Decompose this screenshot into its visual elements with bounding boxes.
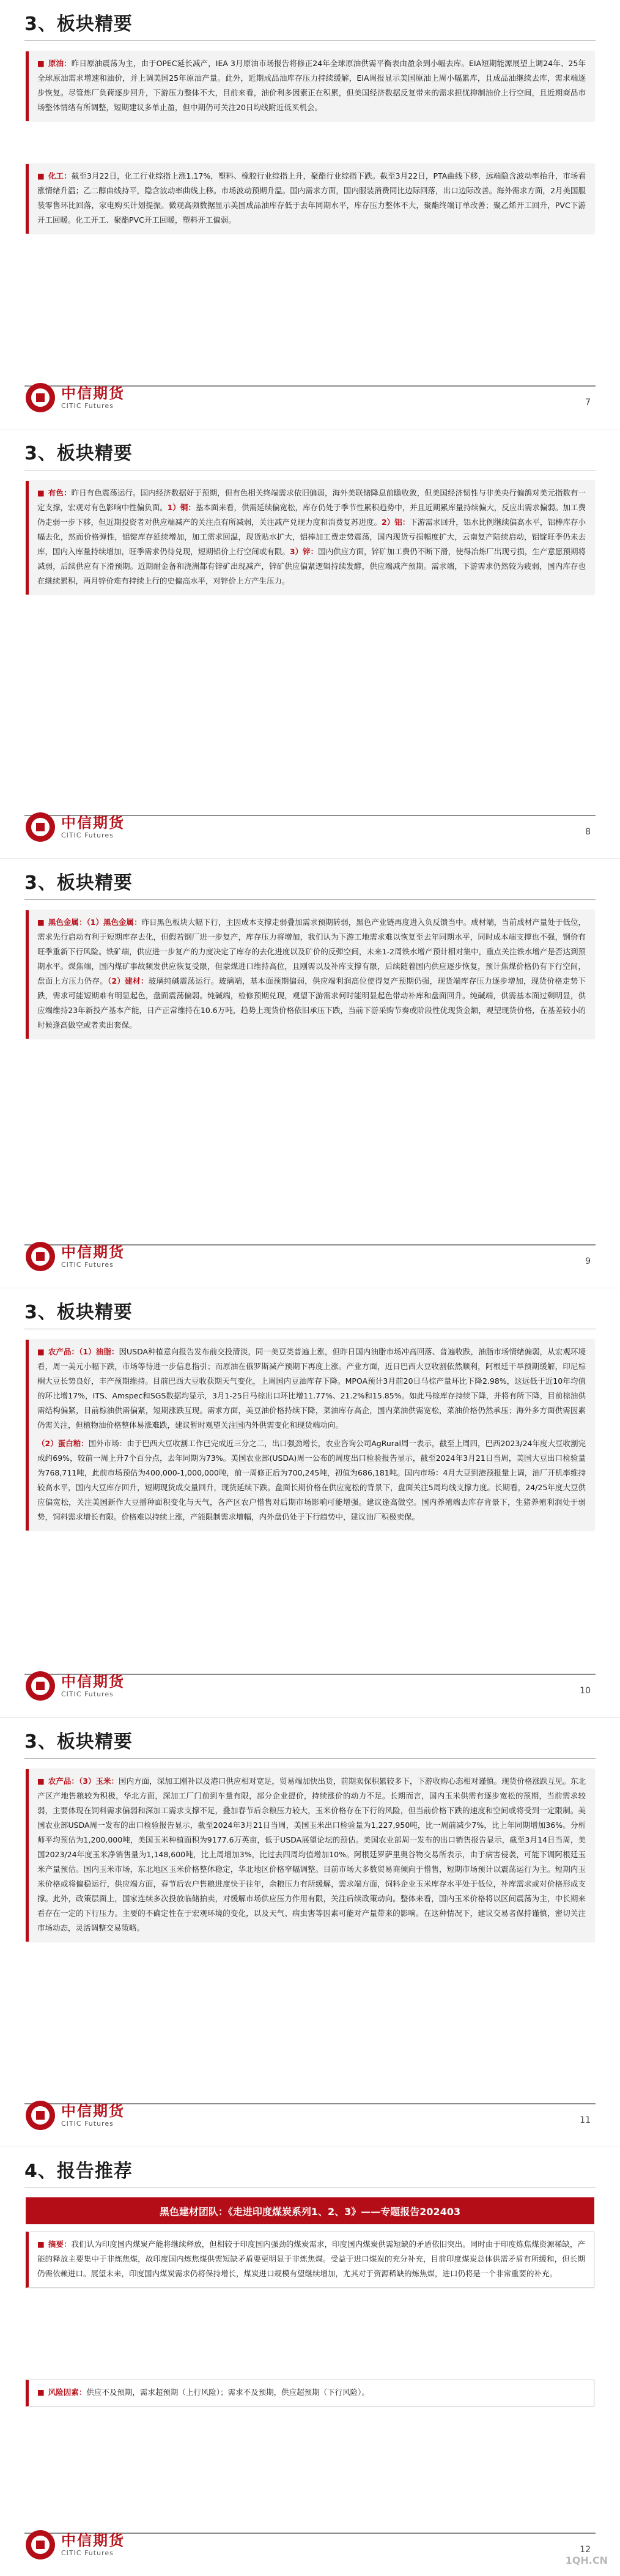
agri-label: 农产品： xyxy=(48,1776,79,1786)
crude-oil-card xyxy=(26,51,594,121)
logo-cn-text: 中信期货 xyxy=(61,2103,125,2120)
corn-label: （3）玉米： xyxy=(78,1776,119,1786)
logo-en-text: CITIC Futures xyxy=(61,402,114,410)
risk-card xyxy=(26,2380,594,2407)
chemicals-card xyxy=(26,164,594,234)
logo-en-text: CITIC Futures xyxy=(61,2120,114,2128)
nonferrous-text: 昨日有色震荡运行。国内经济数据好于预期，但有色相关终端需求依旧偏弱，海外美联储降息前瞻收敛，但美国经济韧性与非美央行偏鸽对美元指数有一定支撑，宏观对有色影响中性偏负面。 xyxy=(37,488,586,512)
bullet-icon: ■ xyxy=(37,1776,45,1786)
page-number: 9 xyxy=(585,1256,591,1266)
building-materials-text: 玻璃纯碱震荡运行。玻璃端，基本面预期偏弱，供应端利润高位使得复产预期仍强，现货端库存压力逐步增加，现货价格走势下跌，需求可能短期难有明显起色，盘面震荡偏弱。纯碱端，检修预期兑现，观望下游需求何时能明显起色带动补库和盘面回升。纯碱端，供需基本面过剩明显，供应端维持23年新投产基本产能，日产正常维持在10.6万吨，趋势上现货价格依旧承压下跌，当前下游采购节奏或阶段性优现货金额，观望现货价格，在基差较小的时候逢高做空或者卖出套保。 xyxy=(37,976,586,1030)
protein-meal-paragraph xyxy=(37,1436,586,1524)
copper-label: 1）铜： xyxy=(167,503,196,512)
slide-page-9 xyxy=(0,858,620,1288)
logo-en-text: CITIC Futures xyxy=(61,2549,114,2557)
logo-cn-text: 中信期货 xyxy=(61,1244,125,1261)
summary-paragraph xyxy=(37,2237,585,2281)
slide-page-10 xyxy=(0,1288,620,1717)
bullet-icon: ■ xyxy=(37,59,45,68)
chemicals-paragraph xyxy=(37,169,586,228)
slide-page-11 xyxy=(0,1717,620,2147)
ferrous-paragraph xyxy=(37,915,586,1033)
citic-logo-icon xyxy=(26,2101,55,2130)
bullet-icon: ■ xyxy=(37,2388,45,2397)
ferrous-text: 昨日黑色板块大幅下行，主因成本支撑走弱叠加需求预期转弱，黑色产业链再度进入负反馈当中。成材端，当前成材产量处于低位，需求先行启动有利于短期库存去化，但假若钢厂进一步复产，库存压力将增加，我们认为下游工地需求难以恢复至去年同期水平，同时成本端支撑也不强，钢价有旺季重新下行风险。铁矿端，供应进一步复产的力度决定了库存的去化进度以及矿价的反弹空间，未来1-2周铁水增产预计相对集中，重点关注铁水增产是否达到预期水平。煤焦端，国内煤矿事故频发供应恢复受限，但蒙煤进口维持高位，且刚需以及补库支撑有限，后续随着国内供应逐步恢复，预计焦煤价格仍有下行空间，盘面上方压力仍存。 xyxy=(37,918,586,985)
citic-logo-icon xyxy=(26,383,55,412)
nonferrous-label: 有色： xyxy=(48,488,72,497)
citic-futures-logo xyxy=(26,2520,172,2569)
nonferrous-paragraph xyxy=(37,486,586,588)
ferrous-sub-label: （1）黑色金属： xyxy=(86,918,142,927)
aluminum-text: 下游需求回升，铝水比例继续偏高水平，铝棒库存小幅去化，然而价格弹性，铝锭库存延续增加，加工需求回温，现货贴水扩大，铝棒加工费走势震荡，国内现货亏损幅度扩大，云南复产陆续启动，铝锭旺季仍未去库，国内入库量持续增加，旺季需求仍待兑现，短期铝价上行空间或有限。 xyxy=(37,518,586,556)
agri-card xyxy=(26,1340,594,1531)
protein-meal-text: 国外市场：由于巴西大豆收割工作已完成近三分之二，出口强劲增长，农业咨询公司AgRural周一表示，截至上周四，巴西2023/24年度大豆收割完成约69%，较前一周上升7个百分点，去年同期为73%。美国农业部(USDA)周一公布的周度出口检验报告显示，截至2024年3月21日当周，美国大豆出口检验量为768,711吨，此前市场预估为400,000-1,000,000吨，前一周修正后为700,245吨，初值为686,181吨。国内市场：4月大豆到港预报量上调，油厂开机率维持较高水平，国内大豆库存回升，短期现货成交量回升，现货延续下跌。盘面长期价格在供应宽松的背景下，盘面关注5周均线支撑力度。长期看，24/25年度大豆供应偏宽松，关注美国新作大豆播种面积变化与天气，各产区农户惜售对后期市场影响可能增强。建议逢高做空。国内养殖端去库存背景下，生猪养殖利润处于弱势，饲料需求增长有限。价格难以持续上涨，产能限制需求增幅，内外盘仍处于下行趋势中，建议油厂积极卖保。 xyxy=(37,1439,586,1521)
section-title: 4、报告推荐 xyxy=(24,2161,133,2182)
zinc-label: 3）锌： xyxy=(289,547,319,556)
oils-label: （1）油脂： xyxy=(79,1347,119,1356)
section-title: 3、板块精要 xyxy=(24,13,133,35)
section-title: 3、板块精要 xyxy=(24,1302,133,1323)
nonferrous-card xyxy=(26,481,594,595)
page-number: 7 xyxy=(585,398,591,407)
oils-paragraph xyxy=(37,1345,586,1433)
citic-logo-icon xyxy=(26,1242,55,1271)
chemicals-text: 截至3月22日，化工行业综指上涨1.17%，塑料、橡胶行业综指上升，聚酯行业综指下跌。截至3月22日，PTA曲线下移，远端隐含波动率抬升，市场看涨情绪升温；乙二醇曲线持平，隐含波动率曲线上移。市场波动预期升温。国内需求方面，国内服装消费同比边际回落，出口边际改善。海外需求方面，2月美国服装零售环比回落，家电购买计划提振。微观高频数据显示美国成品油库存低于去年同期水平，库存压力整体不大，聚酯终端订单改善；聚乙烯开工回升，PVC下游开工回暖。化工开工、聚酯PVC开工回暖，塑料开工偏弱。 xyxy=(37,171,586,225)
summary-card xyxy=(26,2232,594,2288)
protein-meal-label: （2）蛋白粕： xyxy=(37,1439,89,1448)
page-number: 10 xyxy=(580,1686,591,1696)
corn-paragraph xyxy=(37,1774,586,1936)
citic-logo-icon xyxy=(26,812,55,842)
crude-oil-label: 原油： xyxy=(48,59,72,68)
summary-text: 我们认为印度国内煤炭产能将继续释放，但相较于印度国内强劲的煤炭需求，印度国内煤炭供需短缺的矛盾依旧突出。同时由于印度炼焦煤资源稀缺，产能的释放主要集中于非炼焦煤，故印度国内炼焦煤供需短缺矛盾要更明显于非炼焦煤。受益于进口煤炭的充分补充，目前印度煤炭总体供需矛盾有所缓和，但长期仍需依赖进口。展望未来，印度国内煤炭需求仍将保持增长，煤炭进口规模有望继续增加，尤其对于资源稀缺的炼焦煤，进口仍将是一个非常重要的补充。 xyxy=(37,2240,585,2278)
citic-logo-icon xyxy=(26,1671,55,1701)
bullet-icon: ■ xyxy=(37,171,45,180)
logo-cn-text: 中信期货 xyxy=(61,2532,125,2549)
slide-page-8 xyxy=(0,429,620,858)
citic-futures-logo xyxy=(26,1661,172,1710)
page-number: 11 xyxy=(580,2115,591,2125)
ferrous-label: 黑色金属： xyxy=(48,918,87,927)
citic-futures-logo xyxy=(26,1232,172,1281)
page-number: 12 xyxy=(580,2545,591,2555)
slide-page-7 xyxy=(0,0,620,429)
risk-text: 供应不及预期，需求超预期（上行风险）；需求不及预期，供应超预期（下行风险）。 xyxy=(86,2388,369,2397)
citic-logo-icon xyxy=(26,2530,55,2559)
bullet-icon: ■ xyxy=(37,2240,45,2249)
logo-cn-text: 中信期货 xyxy=(61,385,125,402)
bullet-icon: ■ xyxy=(37,488,45,497)
logo-en-text: CITIC Futures xyxy=(61,1690,114,1698)
summary-label: 摘要： xyxy=(48,2240,72,2249)
agri-label: 农产品： xyxy=(48,1347,79,1356)
logo-cn-text: 中信期货 xyxy=(61,814,125,831)
risk-paragraph xyxy=(37,2385,585,2400)
bullet-icon: ■ xyxy=(37,1347,45,1356)
citic-futures-logo xyxy=(26,2091,172,2140)
title-rule xyxy=(24,1758,596,1759)
crude-oil-text: 昨日原油震荡为主，由于OPEC延长减产，IEA 3月原油市场报告将修正24年全球原油供需平衡表由盈余到小幅去库。EIA短期能源展望上调24年、25年全球原油需求增速和油价，并上调美国25年原油产量。此外，近期成品油库存压力持续缓解，EIA周报显示美国原油上周小幅累库，且成品油继续去库，需求端逐步恢复。尽管炼厂负荷逐步回升，下游压力整体不大，目前来看，油价利多因素正在积累，但美国经济数据反复带来的需求担忧抑制油价上行空间，且近期商品市场整体情绪有所调整，短期建议多单止盈，但中期仍可关注20日均线附近低买机会。 xyxy=(37,59,586,112)
building-materials-label: （2）建材： xyxy=(108,976,149,985)
corn-text: 国内方面，深加工刚补以及港口供应相对宽足，贸易端加快出货，前期卖保积累较多下，下游收购心态相对谨慎。现货价格涨跌互见。东北产区产地售粮较为积极，华北方面，深加工厂门前到车量有限，部分企业提价，持续涨价的动力不足。长期而言，国内玉米供需有逐步宽松的预期，当前需求较弱，主要体现在饲料需求偏弱和深加工需求支撑不足，叠加春节后余粮压力较大，玉米价格存在下行的风险，但当前价格下跌的速度和空间或将受到一定限制。美国农业部USDA周一发布的出口检验报告显示，截至2024年3月21日当周，美国玉米出口检验量为1,227,950吨，比一周前减少7%，比上年同期增加36%。分析师平均预估为1,200,000吨，美国玉米种植面积为9177.6万英亩，低于USDA展望论坛的预估。美国农业部周一发布的出口销售报告显示，截至3月14日当周，美国2023/24年度玉米净销售量为1,148,600吨，比上周增加3%，比过去四周均值增加10%。阿根廷罗萨里奥谷物交易所表示，由于病害侵袭，可能下调阿根廷玉米产量预估。国内玉米市场，东北地区玉米价格整体稳定，华北地区价格窄幅调整。目前市场大多数贸易商倾向于惜售，短期市场预计以震荡运行为主。短期内玉米价格或将偏稳运行，供应端方面，春节后农户售粮进度快于往年，余粮压力有所缓解，需求端方面，饲料企业玉米库存水平处于低位，补库需求或对价格形成支撑。此外，政策层面上，国家连续多次投放临储拍卖，对缓解市场供应压力作用有限，关注后续政策动向。整体来看，国内玉米价格将以区间震荡为主，中长期来看存在一定的下行压力。主要的不确定性在于宏观环境的变化，以及天气、病虫害等因素可能对产量带来的影响。在这种情况下，建议交易者保持谨慎，密切关注市场动态，灵活调整交易策略。 xyxy=(37,1776,586,1932)
title-rule xyxy=(24,899,596,900)
section-title: 3、板块精要 xyxy=(24,443,133,464)
bullet-icon: ■ xyxy=(37,918,45,927)
report-title-banner: 黑色建材团队：《走进印度煤炭系列1、2、3》——专题报告202403 xyxy=(26,2197,594,2224)
ferrous-card xyxy=(26,910,594,1039)
citic-futures-logo xyxy=(26,373,172,422)
section-title: 3、板块精要 xyxy=(24,1731,133,1753)
aluminum-label: 2）铝： xyxy=(382,518,410,527)
zinc-text: 国内供应方面，锌矿加工费仍不断下滑，使得冶炼厂出现亏损，生产意愿预期将减弱，后续供应有下滑预期。近期耐金备和浇洲都有锌矿出现减产，锌矿供应偏紧逻辑持续发酵，供应端减产预期。需求端，下游需求仍然较为疲弱，国内库存也在继续累积，两月锌价难有持续上行的史偏高水平，对锌价上方产生压力。 xyxy=(37,547,586,585)
oils-text: 因USDA种植意向报告发布前交投清淡，同一美豆类普遍上涨，但昨日国内油脂市场冲高回落、普遍收跌，油脂市场情绪偏弱，从宏观环境看，周一美元小幅下跌，市场等待进一步信息指引；而原油在俄罗斯减产预期下再度上涨。产业方面，近日巴西大豆收割依然顺利，阿根廷干旱预期缓解，印尼棕榈大豆长势良好，丰产预期维持。目前巴西大豆收获期天气变化，上周国内豆油库存下降。MPOA预计3月前20日马棕产量环比下降2.98%，这远低于近10年均值的环比增17%，ITS、Amspec和SGS数据均显示，3月1-25日马棕出口环比增11.77%、21.2%和15.85%。如此马棕库存持续下降，并将有所下降，目前棕油供需结构偏紧，目前棕油供需偏紧，短期涨跌互现。需求方面，美豆油价格持续下降，菜油库存高企，国内菜油供需宽松，菜油价格仍然承压；海外多方面供需因素仍需关注，但植物油价格整体易涨难跌，建议暂时观望关注国内外供需变化和现货端动向。 xyxy=(37,1347,586,1430)
title-rule xyxy=(24,40,596,41)
risk-label: 风险因素： xyxy=(48,2388,87,2397)
copper-text: 基本面来看，供需延续偏宽松，库存仍处于季节性累积趋势中，并且近期累库量持续偏大，反应出需求偏弱。加工费仍走弱一步下移，但近期投资者对供应端减产的关注点有所减弱，关注减产兑现力度和消费复苏进度。 xyxy=(37,503,586,527)
corn-card xyxy=(26,1769,594,1942)
section-title: 3、板块精要 xyxy=(24,872,133,894)
logo-cn-text: 中信期货 xyxy=(61,1673,125,1690)
site-watermark: 1QH.CN xyxy=(565,2555,608,2566)
crude-oil-paragraph xyxy=(37,56,586,115)
chemicals-label: 化工： xyxy=(48,171,72,180)
logo-en-text: CITIC Futures xyxy=(61,831,114,839)
citic-futures-logo xyxy=(26,803,172,852)
slide-page-12 xyxy=(0,2147,620,2576)
page-number: 8 xyxy=(585,827,591,837)
logo-en-text: CITIC Futures xyxy=(61,1261,114,1269)
